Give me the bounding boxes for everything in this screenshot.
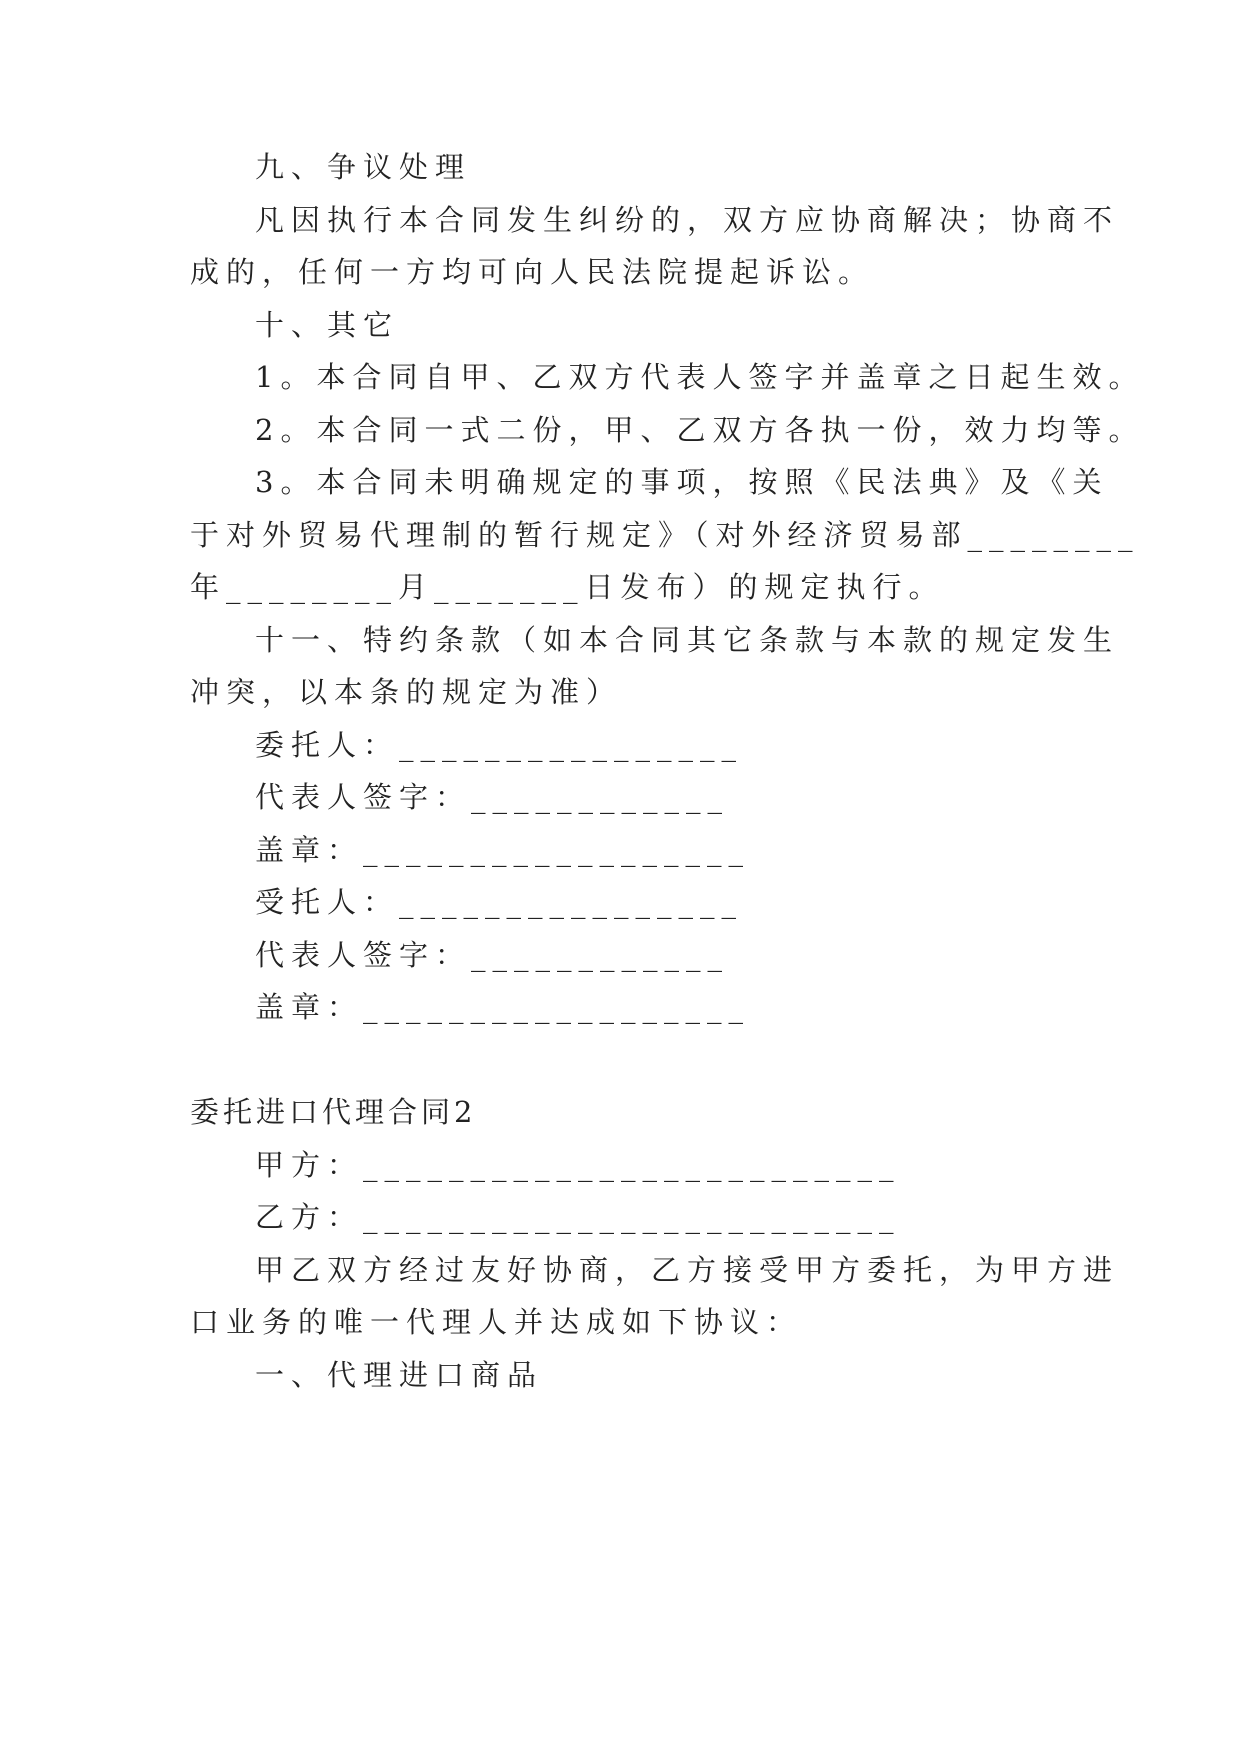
section-heading-special-terms: 十一、特约条款（如本合同其它条款与本款的规定发生 [255,623,1120,657]
document-title: 委托进口代理合同2 [190,1095,477,1129]
clause-item-2: 2。本合同一式二份，甲、乙双方各执一份，效力均等。 [255,413,1145,447]
paragraph-line: 口业务的唯一代理人并达成如下协议： [190,1305,803,1339]
paragraph-line: 凡因执行本合同发生纠纷的，双方应协商解决；协商不 [255,203,1120,237]
seal-line: 盖章：__________________ [255,990,751,1024]
clause-item-3: 3。本合同未明确规定的事项，按照《民法典》及《关 [255,465,1109,499]
party-a-line: 甲方：_________________________ [255,1148,901,1182]
seal-line: 盖章：__________________ [255,833,751,867]
principal-signature-line: 委托人：________________ [255,728,744,762]
paragraph-line: 冲突，以本条的规定为准） [190,675,623,709]
section-heading-import-goods: 一、代理进口商品 [255,1358,544,1392]
section-heading-dispute: 九、争议处理 [255,150,472,184]
representative-signature-line: 代表人签字：____________ [255,780,730,814]
section-heading-other: 十、其它 [255,308,400,342]
clause-item-1: 1。本合同自甲、乙双方代表人签字并盖章之日起生效。 [255,360,1145,394]
paragraph-line: 成的，任何一方均可向人民法院提起诉讼。 [190,255,875,289]
paragraph-line: 甲乙双方经过友好协商，乙方接受甲方委托，为甲方进 [255,1253,1120,1287]
paragraph-line: 年________月_______日发布）的规定执行。 [190,570,945,604]
agent-signature-line: 受托人：________________ [255,885,744,919]
representative-signature-line: 代表人签字：____________ [255,938,730,972]
paragraph-line: 于对外贸易代理制的暂行规定》（对外经济贸易部________ [190,518,1140,552]
party-b-line: 乙方：_________________________ [255,1200,901,1234]
